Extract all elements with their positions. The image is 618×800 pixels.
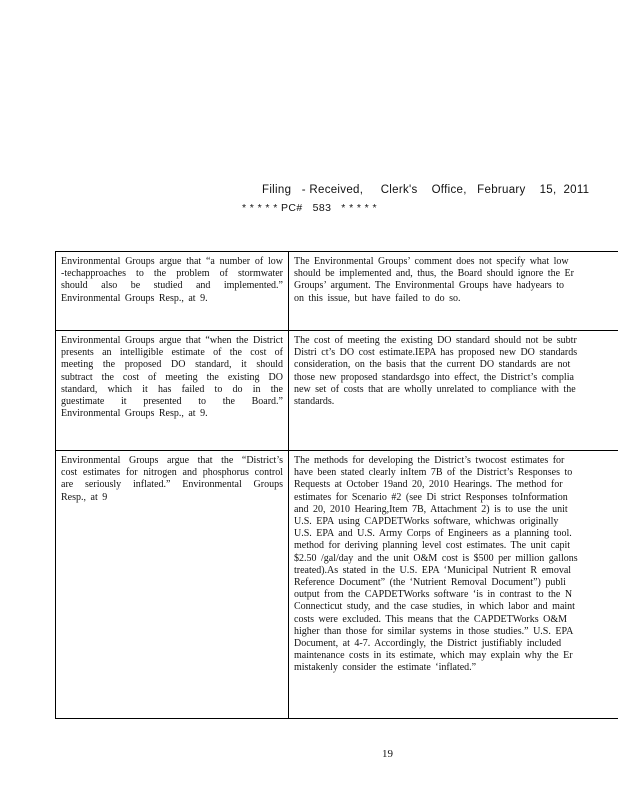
response-cell [289, 331, 618, 451]
response-line: and 20, 2010 Hearing,Item 7B, Attachment 2) is to use the unit [294, 503, 568, 515]
response-line: The Environmental Groups’ comment does not specify what low [294, 256, 569, 267]
comment-text: Environmental Groups argue that “a number of low -techapproaches to the problem of stormwater should also be studied and implemented.” Environmental Groups Resp., at 9. [61, 256, 283, 304]
response-line: costs were excluded. This means that the CAPDETWorks O&M [294, 613, 568, 625]
response-line: The cost of meeting the existing DO standard should not be subtr [294, 335, 577, 346]
response-line: should be implemented and, thus, the Board should ignore the Er [294, 268, 574, 280]
response-line: higher than those for similar systems in those studies.” U.S. EPA [294, 625, 574, 637]
response-line: on this issue, but have failed to do so. [294, 292, 461, 304]
comment-text: Environmental Groups argue that the “District’s cost estimates for nitrogen and phosphorus control are seriously inflated.” Environmental Groups Resp., at 9 [61, 455, 283, 503]
filing-stamp: Filing - Received, Clerk's Office, February 15, 2011 [262, 184, 590, 196]
comment-cell [56, 252, 289, 331]
comment-text: Environmental Groups argue that “when the District presents an intelligible estimate of the cost of meeting the proposed DO standard, it should subtract the cost of meeting the existing DO standard, which it has failed to do in the guestimate it presented to the Board.” Environmental Groups Resp., at 9. [61, 335, 283, 420]
response-line: output from the CAPDETWorks software ‘is in contrast to the N [294, 589, 573, 601]
response-line: maintenance costs in its estimate, which may explain why the Er [294, 650, 573, 662]
response-cell [289, 451, 618, 719]
response-line: Reference Document” (the ‘Nutrient Removal Document”) publi [294, 577, 566, 589]
response-line: Connecticut study, and the case studies, in which labor and maint [294, 601, 575, 613]
response-line: those new proposed standardsgo into effect, the District’s complia [294, 371, 574, 383]
response-line: Distri ct’s DO cost estimate.IEPA has proposed new DO standards [294, 347, 578, 359]
response-line: Requests at October 19and 20, 2010 Hearings. The method for [294, 479, 563, 491]
response-line: new set of costs that are wholly unrelated to compliance with the [294, 383, 576, 395]
response-line: U.S. EPA and U.S. Army Corps of Engineers as a planning tool. [294, 528, 572, 540]
response-line: estimates for Scenario #2 (see Di strict Responses toInformation [294, 491, 568, 503]
response-line: Groups’ argument. The Environmental Groups have hadyears to [294, 280, 565, 292]
response-line: The methods for developing the District’s twocost estimates for [294, 455, 565, 466]
table-row [56, 331, 618, 451]
comments-response-table [55, 251, 618, 719]
response-line: consideration, on the basis that the current DO standards are not [294, 359, 571, 371]
response-line: U.S. EPA using CAPDETWorks software, whichwas originally [294, 516, 559, 528]
response-line: method for deriving planning level cost estimates. The unit capit [294, 540, 571, 552]
response-line: have been stated clearly inItem 7B of the District’s Responses to [294, 467, 573, 479]
page-number: 19 [382, 748, 393, 760]
pc-number-stamp: * * * * * PC# 583 * * * * * [242, 202, 377, 214]
table-row [56, 252, 618, 331]
response-line: treated).As stated in the U.S. EPA ‘Municipal Nutrient R emoval [294, 564, 572, 576]
response-line: standards. [294, 396, 335, 408]
table-row [56, 451, 618, 719]
response-cell [289, 252, 618, 331]
comment-cell [56, 331, 289, 451]
comment-cell [56, 451, 289, 719]
response-line: mistakenly consider the estimate ‘inflated.” [294, 662, 477, 674]
comments-table-container [55, 251, 618, 725]
response-line: $2.50 /gal/day and the unit O&M cost is $500 per million gallons [294, 552, 578, 564]
response-line: Document, at 4-7. Accordingly, the District justifiably included [294, 638, 562, 650]
